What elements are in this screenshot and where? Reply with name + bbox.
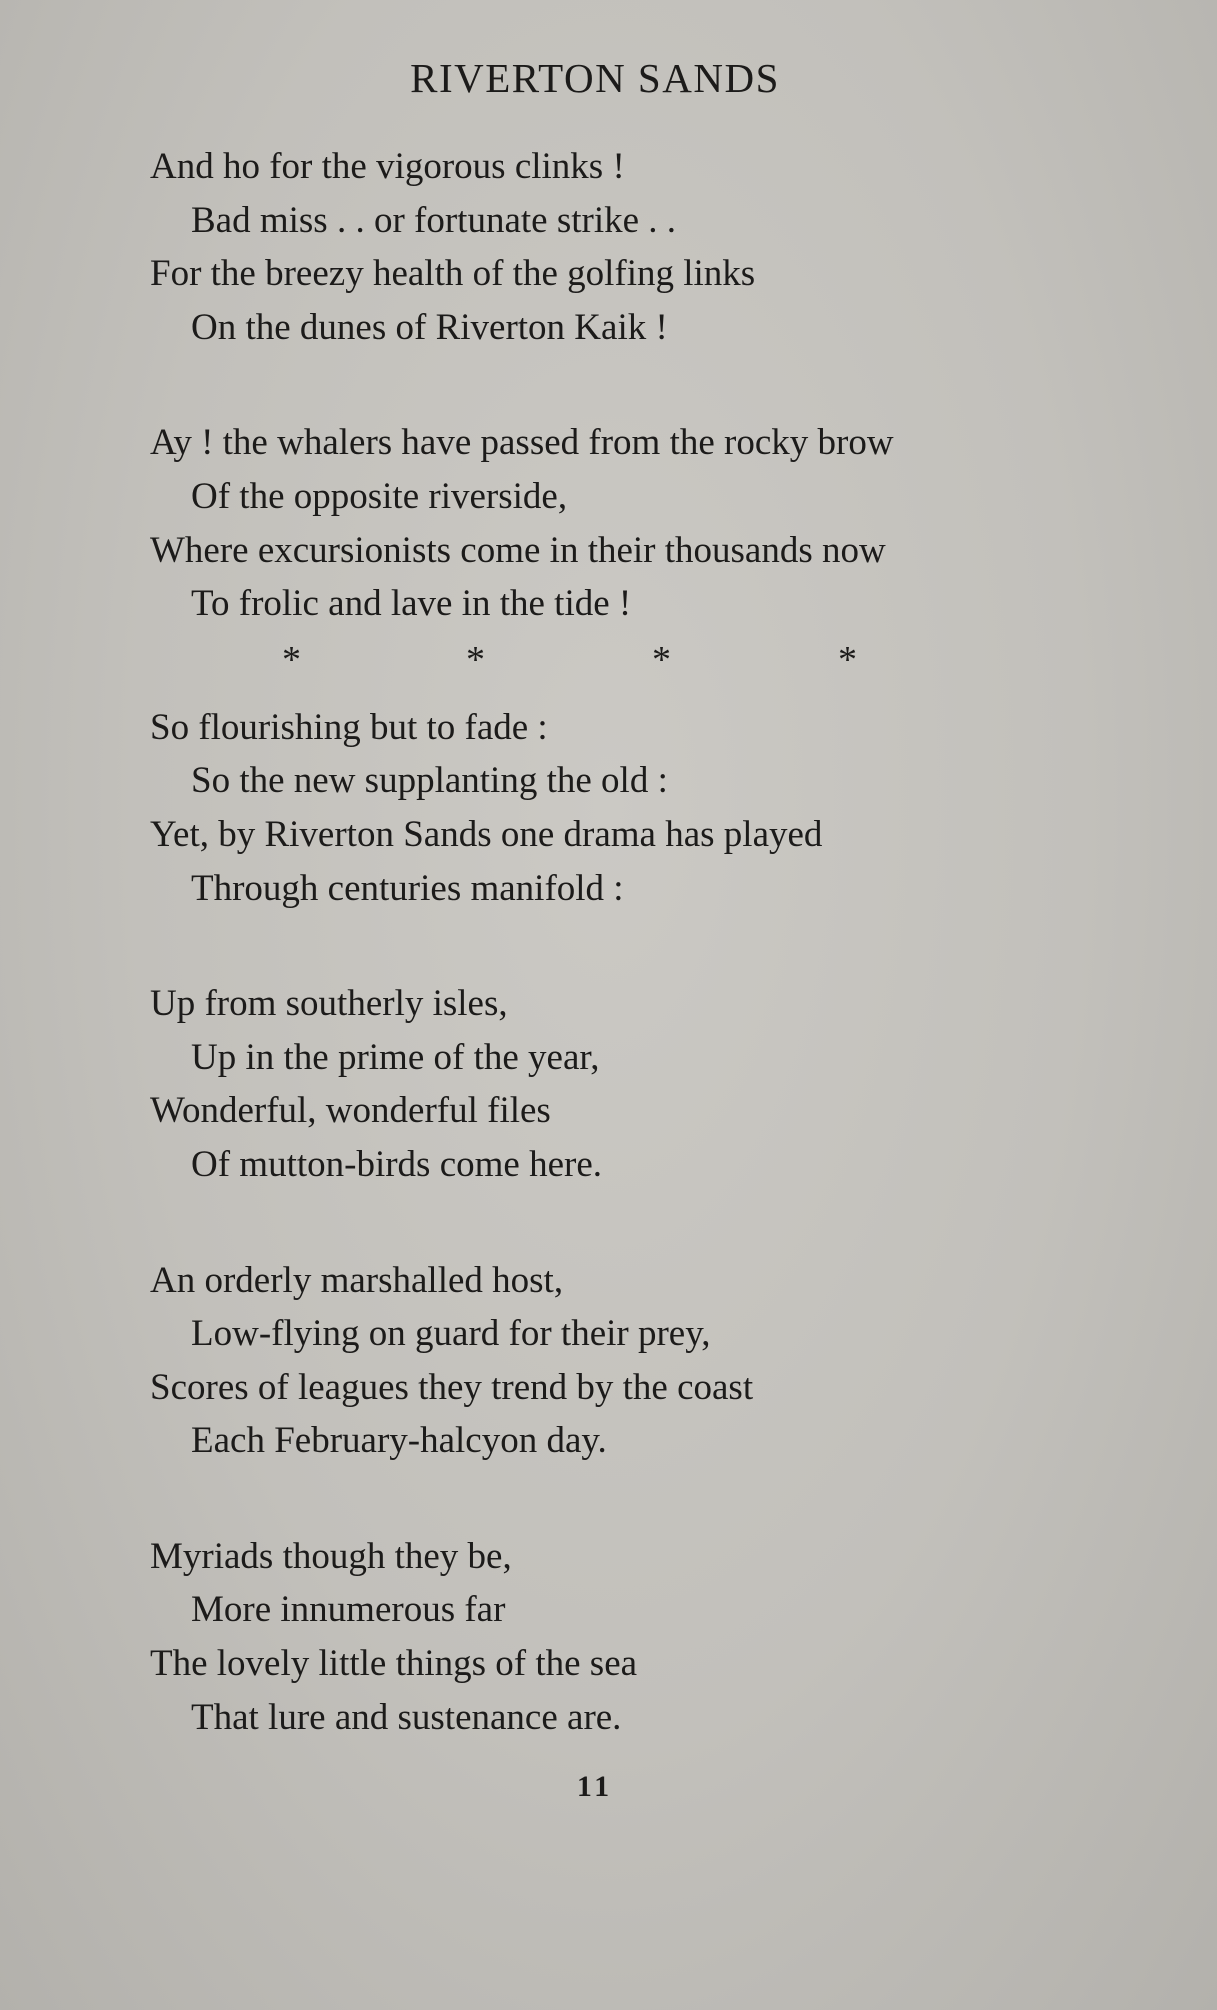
- poem-line: Up in the prime of the year,: [191, 1036, 600, 1078]
- poem-line: Up from southerly isles,: [150, 983, 508, 1025]
- poem-line: On the dunes of Riverton Kaik !: [191, 306, 668, 348]
- poem-line: So flourishing but to fade :: [150, 706, 548, 748]
- poem-line: Yet, by Riverton Sands one drama has played: [150, 813, 823, 855]
- running-head: RIVERTON SANDS: [410, 55, 780, 101]
- poem-line: Of mutton-birds come here.: [191, 1143, 602, 1185]
- asterisk: *: [838, 638, 857, 681]
- poem-line: And ho for the vigorous clinks !: [150, 146, 625, 187]
- poem-line: Scores of leagues they trend by the coast: [150, 1366, 754, 1408]
- poem-line: Where excursionists come in their thousands now: [150, 529, 886, 571]
- poem-line: For the breezy health of the golfing links: [150, 253, 756, 295]
- page-number: 11: [576, 1770, 614, 1803]
- asterisk: *: [466, 638, 485, 681]
- poem: [150, 140, 1150, 1744]
- poem-line: Ay ! the whalers have passed from the rocky brow: [150, 422, 894, 464]
- poem-part-1: [150, 140, 1150, 631]
- poem-part-2: [150, 701, 1150, 1745]
- poem-line: An orderly marshalled host,: [150, 1259, 564, 1301]
- stanza: [150, 977, 1150, 1191]
- stanza-gap: [150, 1192, 1150, 1254]
- stanza: [150, 701, 1150, 915]
- asterisk: *: [652, 638, 671, 681]
- poem-line: So the new supplanting the old :: [191, 760, 668, 802]
- poem-line: Low-flying on guard for their prey,: [191, 1313, 711, 1355]
- poem-line: To frolic and lave in the tide !: [191, 583, 632, 625]
- section-break: [150, 638, 1150, 701]
- poem-line: Of the opposite riverside,: [191, 475, 568, 517]
- poem-line: Each February-halcyon day.: [191, 1420, 607, 1462]
- stanza: [150, 1530, 1150, 1744]
- poem-line: Bad miss . . or fortunate strike . .: [191, 199, 677, 241]
- poem-line: The lovely little things of the sea: [150, 1643, 638, 1685]
- poem-line: Myriads though they be,: [150, 1535, 512, 1577]
- stanza: [150, 1254, 1150, 1468]
- poem-line: Wonderful, wonderful files: [150, 1090, 551, 1132]
- stanza-gap: [150, 915, 1150, 977]
- poem-line: More innumerous far: [191, 1589, 506, 1631]
- poem-line: That lure and sustenance are.: [191, 1696, 622, 1738]
- stanza-gap: [150, 1468, 1150, 1530]
- stanza-gap: [150, 354, 1150, 416]
- asterisk: *: [282, 638, 301, 681]
- stanza: [150, 140, 1150, 354]
- poem-line: Through centuries manifold :: [191, 867, 624, 909]
- stanza: [150, 416, 1150, 630]
